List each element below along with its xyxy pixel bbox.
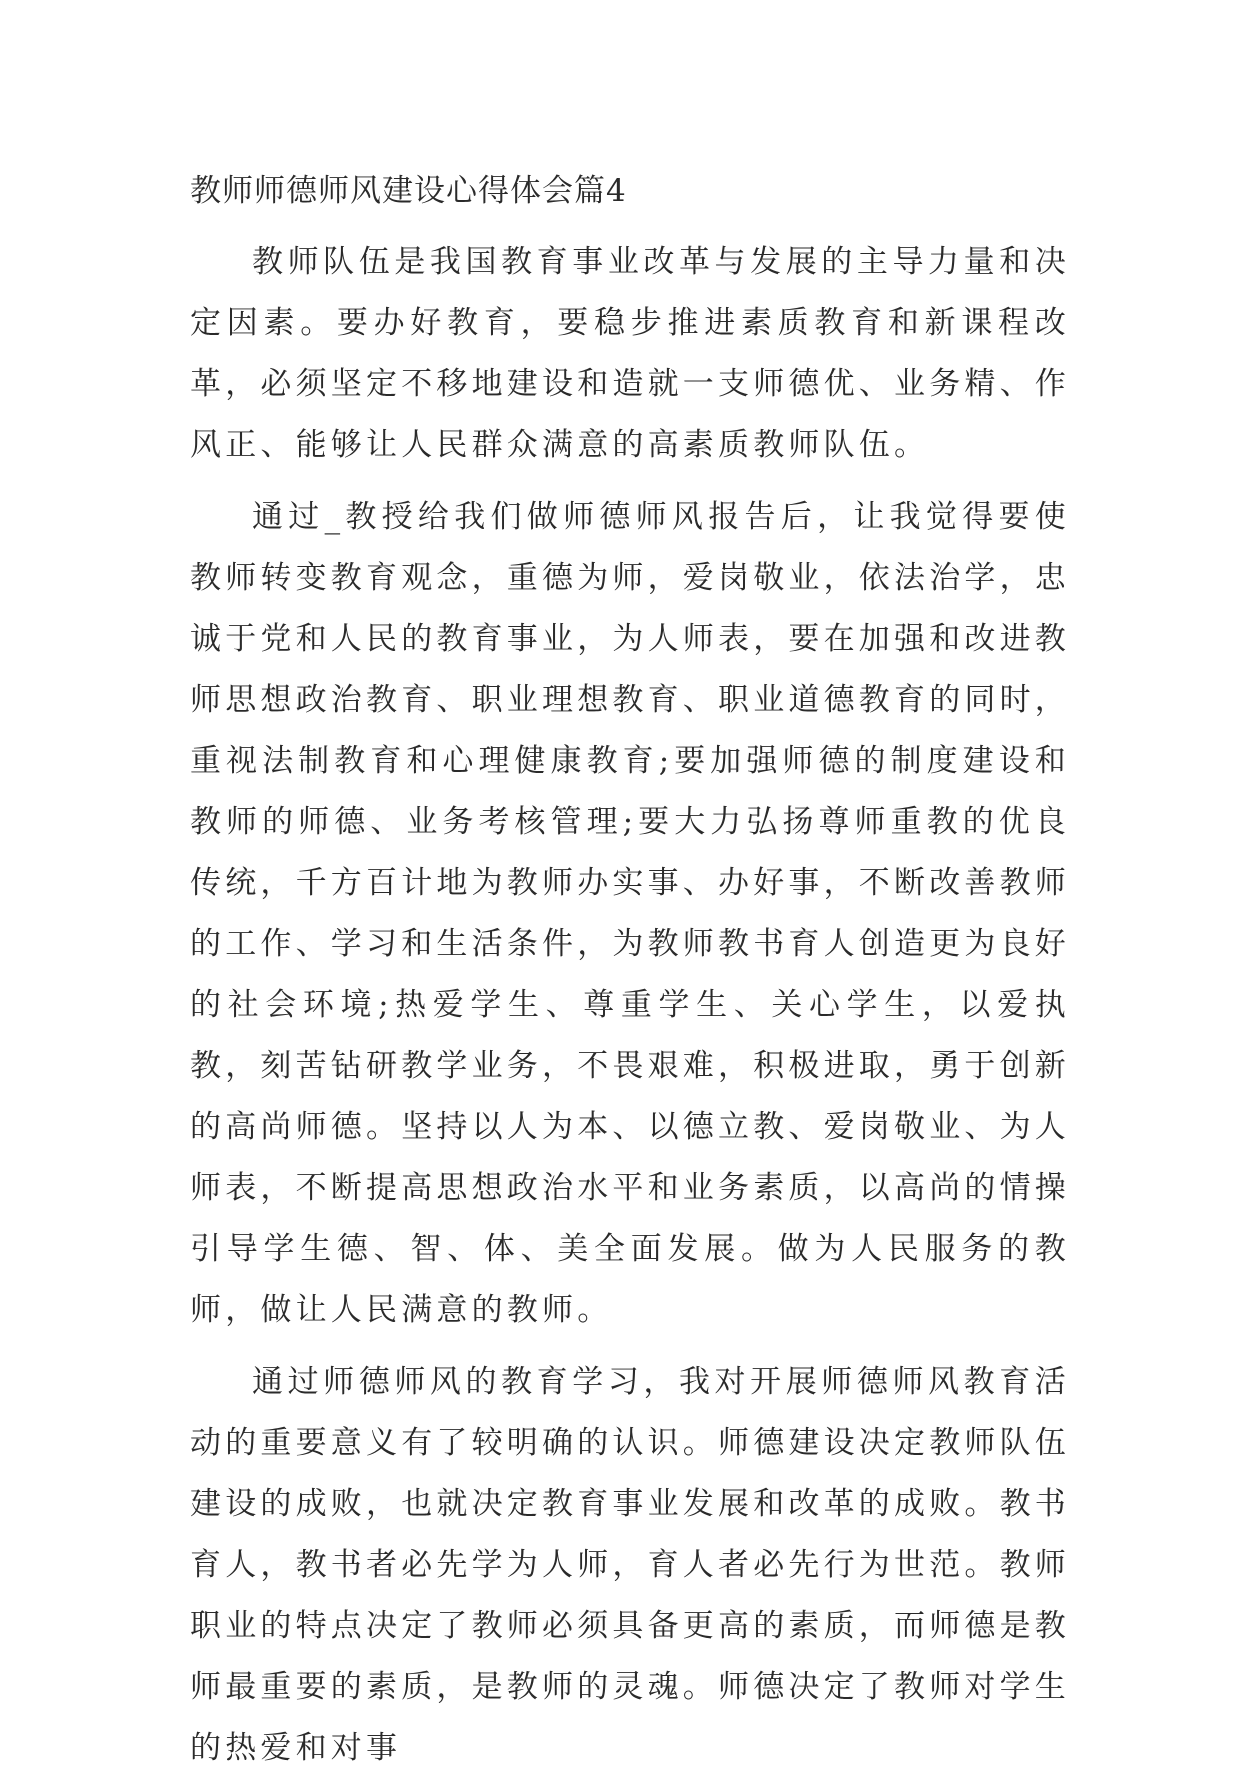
paragraph-3: 通过师德师风的教育学习，我对开展师德师风教育活动的重要意义有了较明确的认识。师德建设决定教师队伍建设的成败，也就决定教育事业发展和改革的成败。教书育人，教书者必先学为人师，育人者必先行为世范。教师职业的特点决定了教师必须具备更高的素质，而师德是教师最重要的素质，是教师的灵魂。师德决定了教师对学生的热爱和对事 (190, 1364, 1070, 1766)
paragraph-1: 教师队伍是我国教育事业改革与发展的主导力量和决定因素。要办好教育，要稳步推进素质教育和新课程改革，必须坚定不移地建设和造就一支师德优、业务精、作风正、能够让人民群众满意的高素质教师队伍。 (190, 244, 1070, 463)
paragraph-2: 通过_教授给我们做师德师风报告后，让我觉得要使教师转变教育观念，重德为师，爱岗敬业，依法治学，忠诚于党和人民的教育事业，为人师表，要在加强和改进教师思想政治教育、职业理想教育、职业道德教育的同时，重视法制教育和心理健康教育;要加强师德的制度建设和教师的师德、业务考核管理;要大力弘扬尊师重教的优良传统，千方百计地为教师办实事、办好事，不断改善教师的工作、学习和生活条件，为教师教书育人创造更为良好的社会环境;热爱学生、尊重学生、关心学生，以爱执教，刻苦钻研教学业务，不畏艰难，积极进取，勇于创新的高尚师德。坚持以人为本、以德立教、爱岗敬业、为人师表，不断提高思想政治水平和业务素质，以高尚的情操引导学生德、智、体、美全面发展。做为人民服务的教师，做让人民满意的教师。 (190, 499, 1070, 1328)
document-title: 教师师德师风建设心得体会篇4 (190, 173, 627, 209)
document-body (190, 160, 1070, 1790)
